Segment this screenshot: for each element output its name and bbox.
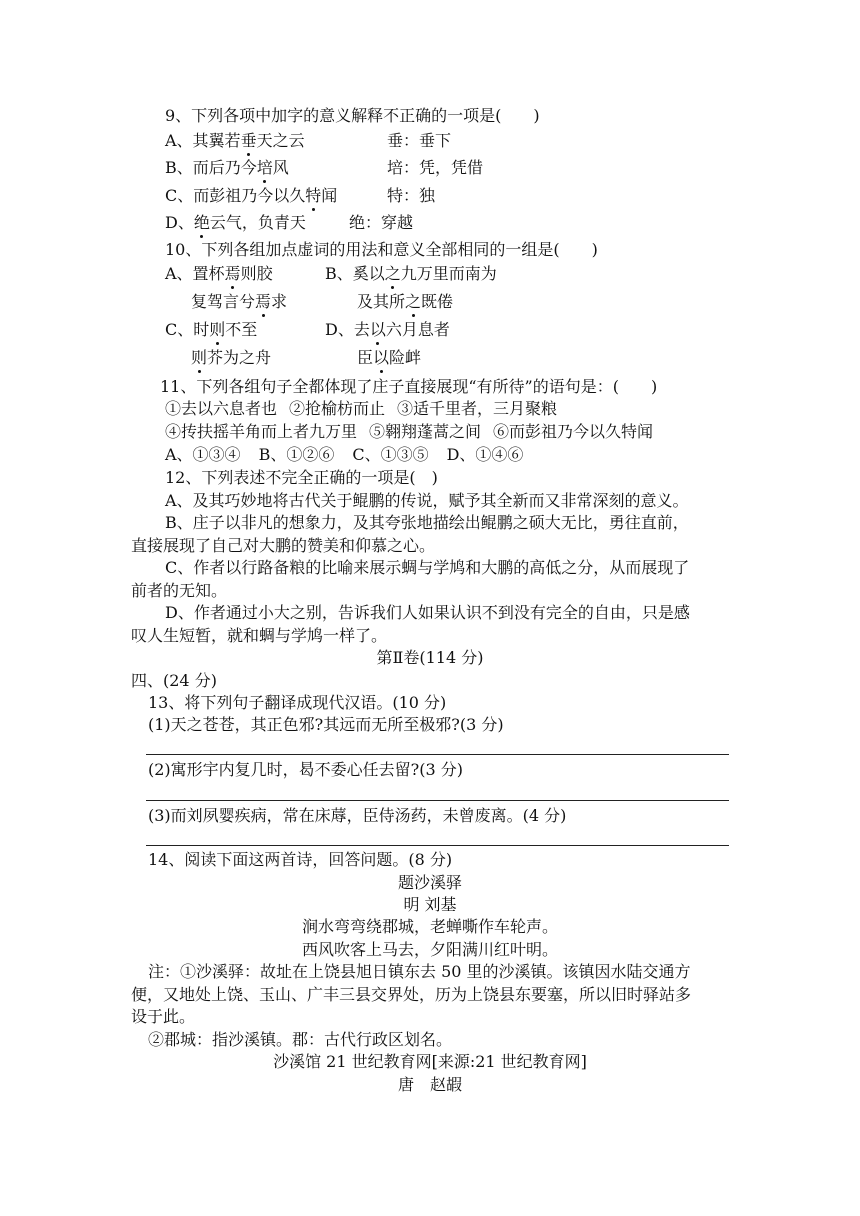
q12-stem: 12、下列表述不完全正确的一项是( ) (165, 468, 438, 487)
q11-answers: A、①③④ B、①②⑥ C、①③⑤ D、①④⑥ (165, 445, 524, 464)
q9-gloss-a: 垂：垂下 (387, 131, 452, 150)
q9-option-b: B、而后乃今培风 (165, 158, 289, 177)
answer-line-2 (146, 800, 729, 801)
poem1-line-2: 西风吹客上马去，夕阳满川红叶明。 (301, 940, 558, 959)
q9-gloss-c: 特：独 (387, 186, 436, 205)
section-4-heading: 四、(24 分) (131, 671, 217, 690)
q10-c2: 则芥为之舟 (191, 348, 272, 367)
note-1-line-2: 便，又地处上饶、玉山、广丰三县交界处，历为上饶县东要塞，所以旧时驿站多 (131, 985, 692, 1004)
q13-stem: 13、将下列句子翻译成现代汉语。(10 分) (148, 693, 447, 712)
answer-line-1 (146, 754, 729, 755)
q10-a2: 复驾言兮焉求 (191, 292, 288, 311)
note-2: ②郡城：指沙溪镇。郡：古代行政区划名。 (148, 1030, 453, 1049)
q14-stem: 14、阅读下面这两首诗，回答问题。(8 分) (148, 850, 453, 869)
q11-row1: ①去以六息者也 ②抢榆枋而止 ③适千里者，三月聚粮 (165, 399, 558, 418)
q10-b2: 及其所之既倦 (357, 292, 454, 311)
q10-stem: 10、下列各组加点虚词的用法和意义全部相同的一组是( ) (165, 240, 598, 259)
q11-stem: 11、下列各组句子全都体现了庄子直接展现“有所待”的语句是：( ) (160, 377, 658, 396)
q9-option-a: A、其翼若垂天之云 (165, 131, 305, 150)
poem2-author: 唐 赵嘏 (397, 1075, 462, 1094)
poem1-line-1: 涧水弯弯绕郡城，老蝉嘶作车轮声。 (301, 917, 558, 936)
q12-option-a: A、及其巧妙地将古代关于鲲鹏的传说，赋予其全新而又非常深刻的意义。 (165, 491, 689, 510)
q9-gloss-d: 绝：穿越 (349, 213, 414, 232)
q10-d2: 臣以险衅 (357, 348, 422, 367)
poem1-title: 题沙溪驿 (397, 873, 462, 892)
q11-row2: ④抟扶摇羊角而上者九万里 ⑤翱翔蓬蒿之间 ⑥而彭祖乃今以久特闻 (165, 422, 654, 441)
q9-option-d: D、绝云气，负青天 (165, 213, 306, 232)
q10-c1: C、时则不至 (165, 320, 258, 339)
q13-sentence-2: (2)寓形宇内复几时，曷不委心任去留?(3 分) (148, 760, 463, 779)
poem2-title: 沙溪馆 21 世纪教育网[来源:21 世纪教育网] (273, 1052, 587, 1071)
note-1-line-1: 注：①沙溪驿：故址在上饶县旭日镇东去 50 里的沙溪镇。该镇因水陆交通方 (148, 962, 691, 981)
part2-title: 第Ⅱ卷(114 分) (376, 648, 484, 667)
q12-option-b-line1: B、庄子以非凡的想象力，及其夸张地描绘出鲲鹏之硕大无比，勇往直前， (165, 513, 689, 532)
q10-a1: A、置杯焉则胶 (165, 264, 273, 283)
q12-option-b-line2: 直接展现了自己对大鹏的赞美和仰慕之心。 (131, 536, 436, 555)
answer-line-3 (146, 845, 729, 846)
q9-gloss-b: 培：凭，凭借 (387, 158, 484, 177)
q12-option-c-line2: 前者的无知。 (131, 581, 228, 600)
q12-option-d-line1: D、作者通过小大之别，告诉我们人如果认识不到没有完全的自由，只是感 (165, 603, 690, 622)
q9-option-c: C、而彭祖乃今以久特闻 (165, 186, 338, 205)
poem1-author: 明 刘基 (403, 895, 457, 914)
note-1-line-3: 设于此。 (131, 1007, 196, 1026)
q12-option-c-line1: C、作者以行路备粮的比喻来展示蜩与学鸠和大鹏的高低之分，从而展现了 (165, 558, 690, 577)
q10-d1: D、去以六月息者 (325, 320, 450, 339)
q13-sentence-3: (3)而刘夙婴疾病，常在床蓐，臣侍汤药，未曾废离。(4 分) (148, 806, 567, 825)
q13-sentence-1: (1)天之苍苍，其正色邪?其远而无所至极邪?(3 分) (148, 715, 504, 734)
q9-stem: 9、下列各项中加字的意义解释不正确的一项是( ) (165, 106, 540, 125)
q10-b1: B、奚以之九万里而南为 (325, 264, 497, 283)
q12-option-d-line2: 叹人生短暂，就和蜩与学鸠一样了。 (131, 626, 388, 645)
